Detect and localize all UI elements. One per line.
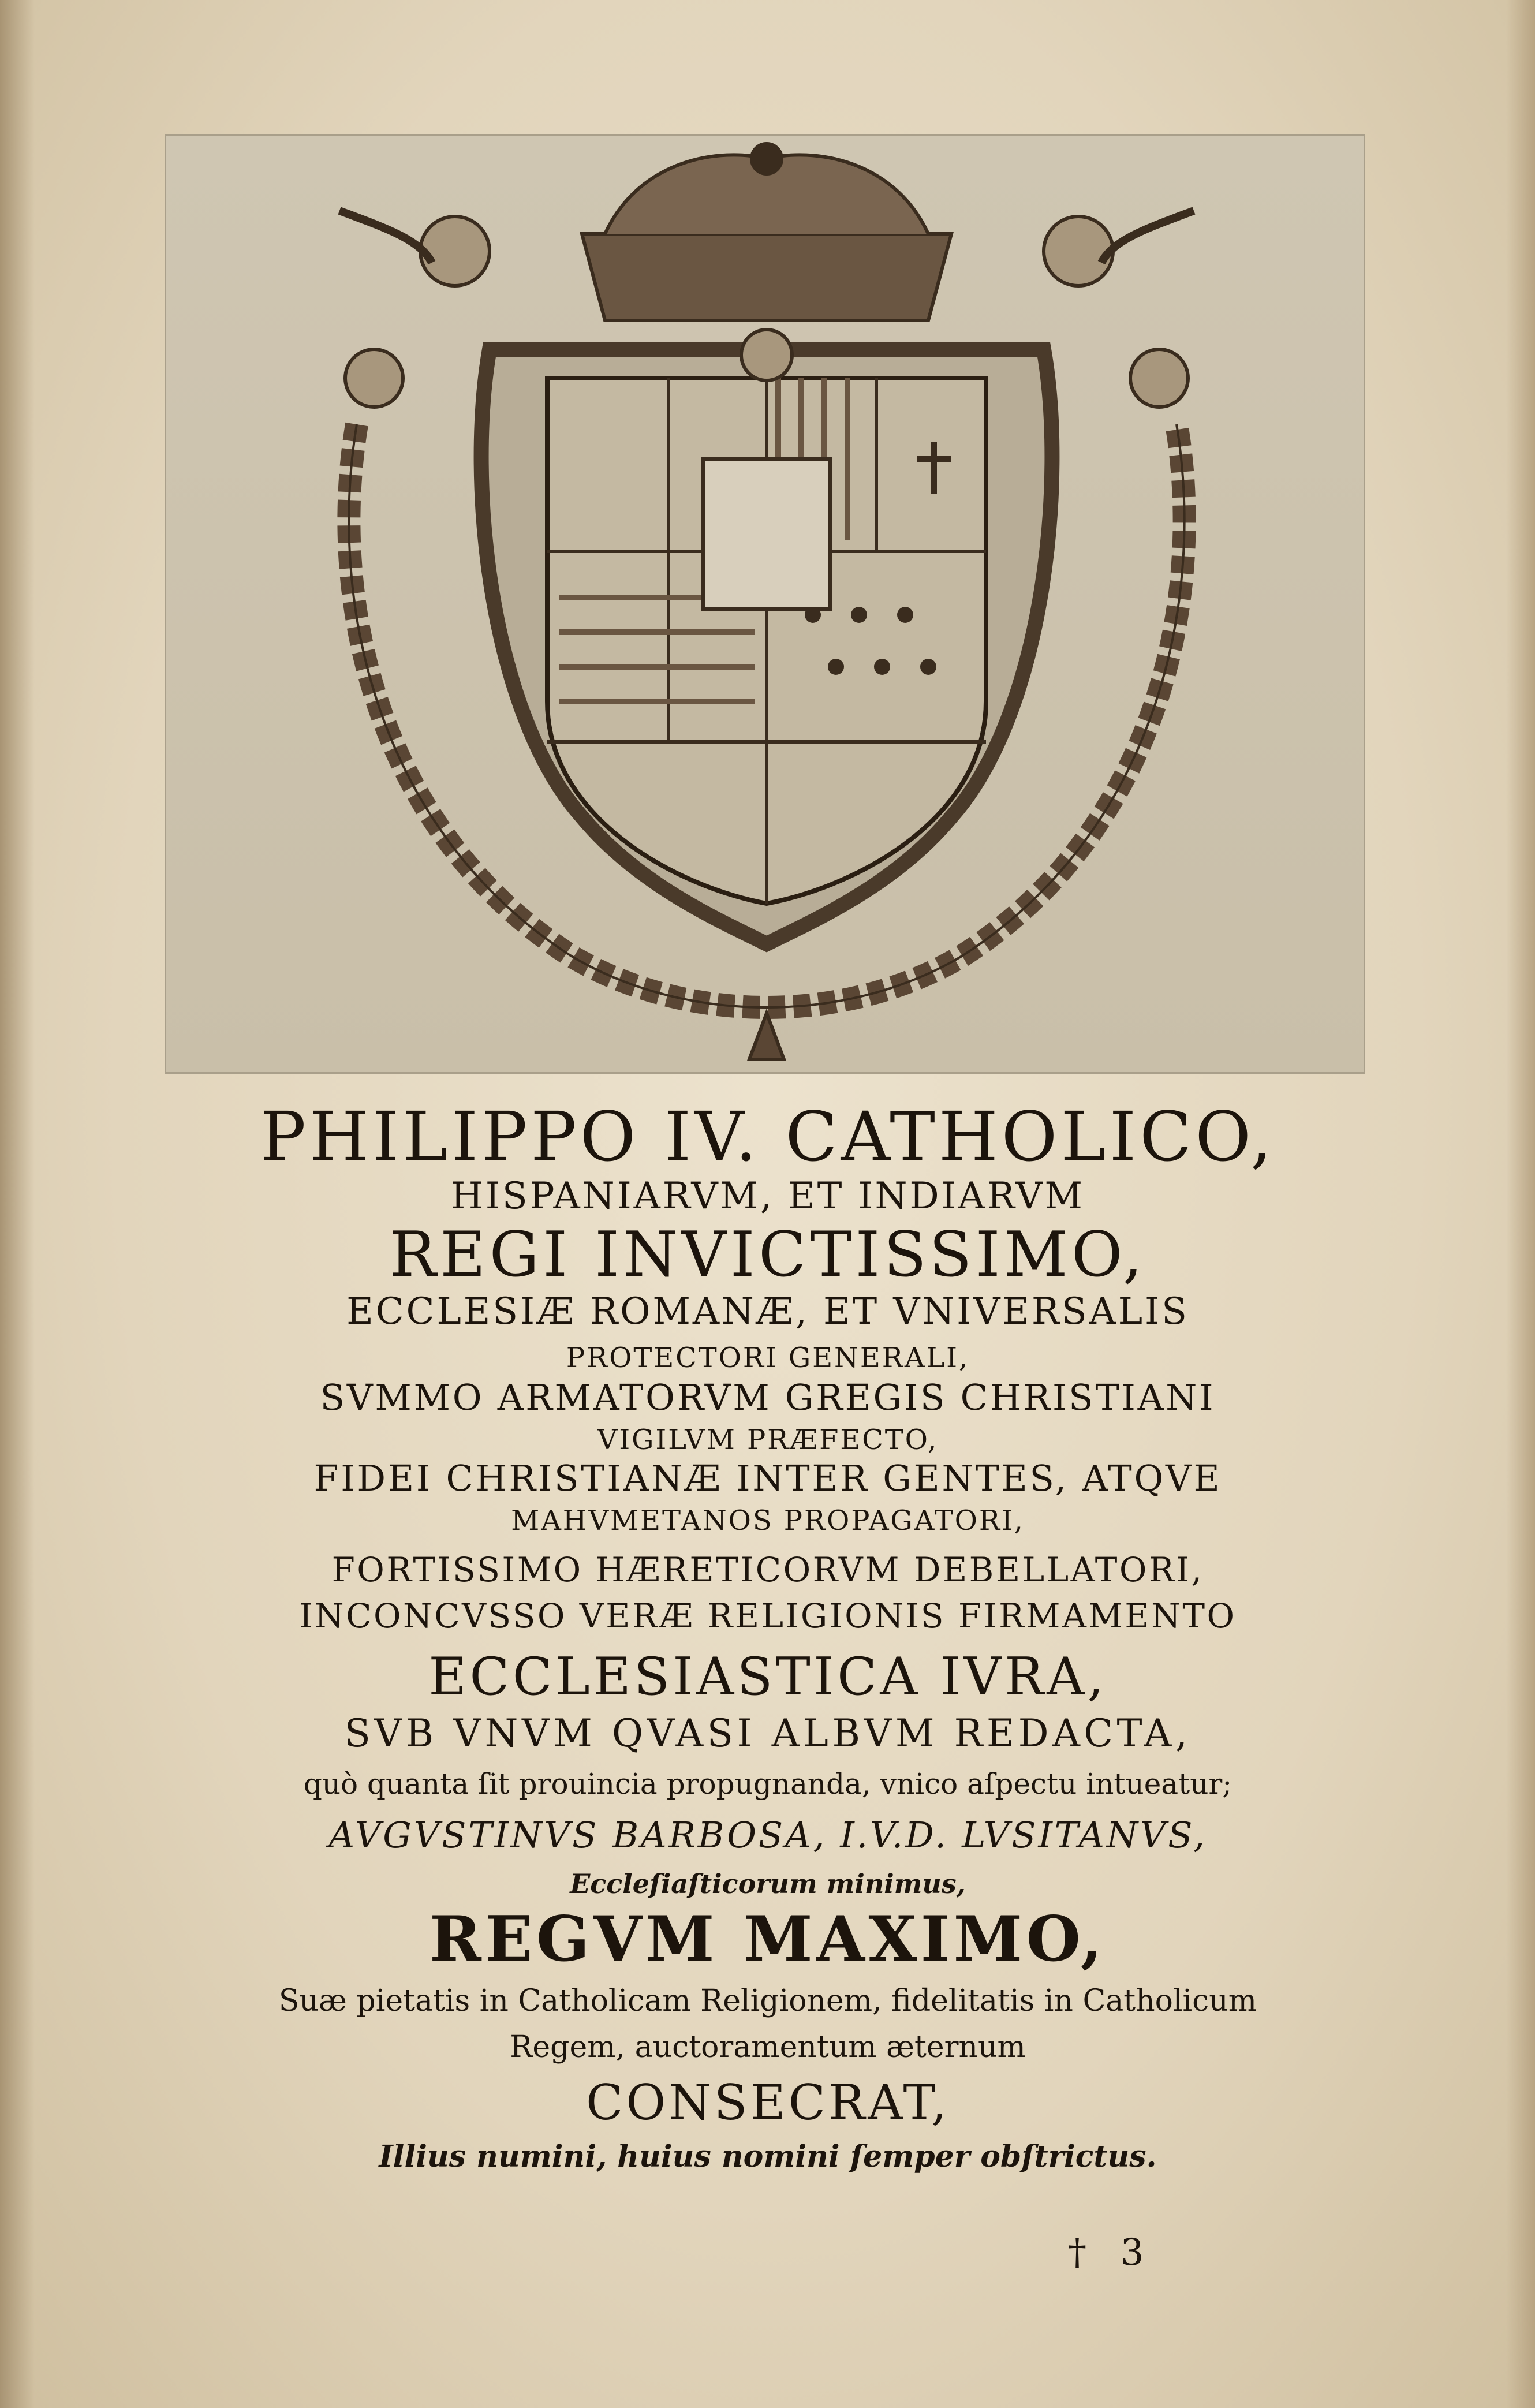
dedication-line: HISPANIARVM, ET INDIARVM: [451, 1175, 1085, 1218]
dedication-line: FORTISSIMO HÆRETICORVM DEBELLATORI,: [331, 1550, 1204, 1589]
dedication-line: SVMMO ARMATORVM GREGIS CHRISTIANI: [320, 1376, 1216, 1418]
dedication-line: AVGVSTINVS BARBOSA, I.V.D. LVSITANVS,: [328, 1814, 1207, 1856]
dedication-line: PHILIPPO IV. CATHOLICO,: [260, 1097, 1276, 1177]
dedication-line: Suæ pietatis in Catholicam Religionem, fidelitatis in Catholicum: [278, 1984, 1257, 2018]
dedication-line: Eccleſiaſticorum minimus,: [570, 1868, 966, 1899]
dedication-line: Regem, auctoramentum æternum: [510, 2030, 1026, 2064]
dedication-line: ECCLESIASTICA IVRA,: [428, 1647, 1107, 1707]
dedication-line: VIGILVM PRÆFECTO,: [597, 1424, 939, 1456]
dedication-line: Illius numini, huius nomini ſemper obſtrictus.: [379, 2139, 1157, 2174]
dedication-line: PROTECTORI GENERALI,: [566, 1342, 970, 1374]
dedication-line: quò quanta ſit prouincia propugnanda, vnico aſpectu intueatur;: [303, 1767, 1233, 1801]
dedication-line: REGVM MAXIMO,: [429, 1903, 1107, 1976]
signature-mark: † 3: [1068, 2231, 1155, 2274]
dedication-line: FIDEI CHRISTIANÆ INTER GENTES, ATQVE: [313, 1457, 1222, 1499]
dedication-line: CONSECRAT,: [586, 2074, 950, 2131]
dedication-line: ECCLESIÆ ROMANÆ, ET VNIVERSALIS: [346, 1290, 1189, 1333]
dedication-line: INCONCVSSO VERÆ RELIGIONIS FIRMAMENTO: [299, 1596, 1237, 1636]
dedication-line: SVB VNVM QVASI ALBVM REDACTA,: [344, 1711, 1192, 1756]
engraving-plate: [165, 134, 1365, 1074]
dedication-line: MAHVMETANOS PROPAGATORI,: [511, 1504, 1025, 1537]
page-edge-shadow: [1506, 0, 1535, 2408]
dedication-line: REGI INVICTISSIMO,: [389, 1219, 1146, 1291]
coat-of-arms-icon: [166, 136, 1367, 1076]
page-edge-shadow: [0, 0, 35, 2408]
